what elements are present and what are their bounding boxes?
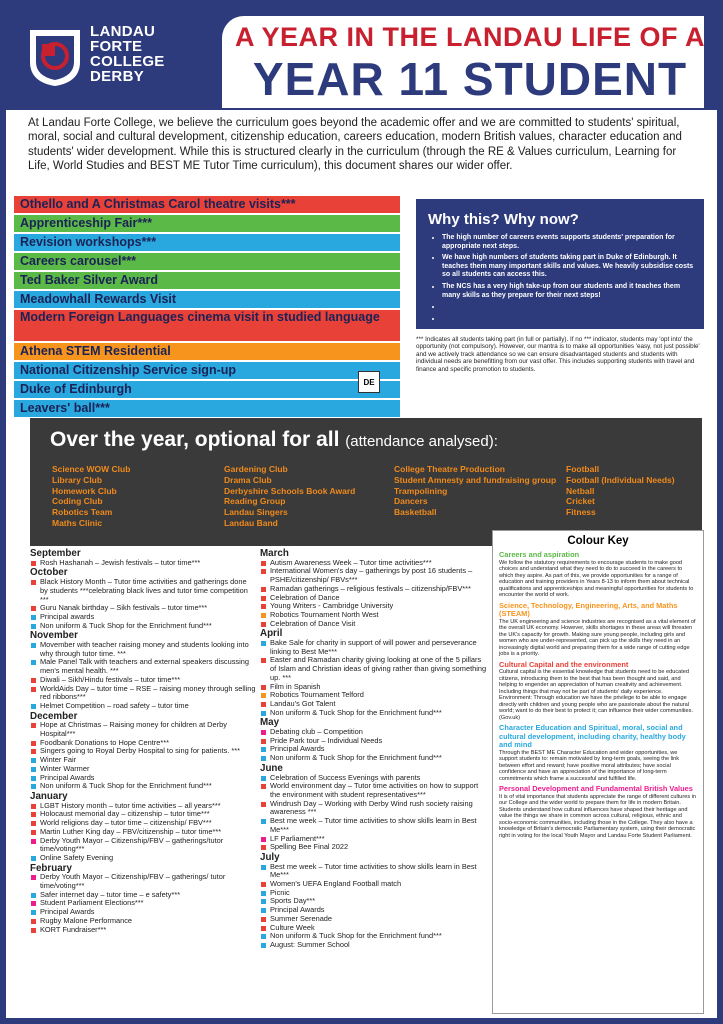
why-point: • The high number of careers events supports students' preparation for appropriate next steps.: [442, 234, 694, 251]
optional-column: [566, 464, 696, 518]
month-heading: April: [260, 628, 283, 640]
event-item: KORT Fundraiser***: [30, 926, 256, 935]
colour-key-section: [499, 661, 697, 722]
event-item: Movember with teacher raising money and students looking into why through tutor time. ***: [30, 641, 256, 658]
event-item: Non uniform & Tuck Shop for the Enrichment fund***: [260, 932, 488, 941]
event-item: Robotics Tournament North West: [260, 611, 488, 620]
event-item: Male Panel Talk with teachers and external speakers discussing men's mental health. ***: [30, 658, 256, 675]
event-item: World religions day – tutor time – citizenship/ FBV***: [30, 819, 256, 828]
event-item: Non uniform & Tuck Shop for the Enrichment fund***: [30, 782, 256, 791]
event-item: Bake Sale for charity in support of will power and perseverance linking to Best Me***: [260, 639, 488, 656]
colour-key-text: We follow the statutory requirements to encourage students to make good choices and understand what they need to do to succeed in the careers to which they aspire. As part of this, we provide opportunities for a range of education and training providers in Years 8-13 to inform them about technical qualifications and apprenticeships and meaningful opportunities for students to encounter the world of work.: [499, 559, 694, 598]
activity-band: Athena STEM Residential: [14, 343, 400, 360]
event-item: Best me week – Tutor time activities to show skills learn in Best Me***: [260, 863, 488, 880]
activity-band: Revision workshops***: [14, 234, 400, 251]
optional-activity: Science WOW Club: [52, 464, 131, 474]
event-item: Principal Awards: [260, 745, 488, 754]
activity-band: Othello and A Christmas Carol theatre visits***: [14, 196, 400, 213]
events-column-right: [260, 548, 488, 950]
optional-activity: Basketball: [394, 507, 437, 518]
why-title: Why this? Why now?: [428, 211, 579, 228]
event-item: Women's UEFA England Football match: [260, 880, 488, 889]
college-name: [90, 24, 165, 84]
optional-activity: Derbyshire Schools Book Award: [224, 485, 356, 496]
optional-activity: Homework Club: [52, 485, 117, 496]
duke-of-edinburgh-badge: DE: [358, 371, 380, 393]
optional-title-main: Over the year, optional for all: [50, 428, 340, 451]
event-item: World environment day – Tutor time activities on how to support the environment with student representatives***: [260, 782, 488, 799]
activity-band: National Citizenship Service sign-up: [14, 362, 400, 379]
colour-key-section: [499, 724, 697, 782]
event-item: Singers going to Royal Derby Hospital to sing for patients. ***: [30, 747, 256, 756]
event-item: Celebration of Dance: [260, 594, 488, 603]
optional-activity: Football: [566, 464, 600, 474]
event-item: Hope at Christmas – Raising money for children at Derby Hospital***: [30, 721, 256, 738]
activity-band: Apprenticeship Fair***: [14, 215, 400, 232]
college-logo: [28, 28, 82, 88]
optional-activities-panel: [30, 418, 702, 546]
optional-activity: Football (Individual Needs): [566, 474, 675, 485]
event-item: Young Writers - Cambridge University: [260, 602, 488, 611]
event-item: Sports Day***: [260, 897, 488, 906]
event-item: Principal Awards: [260, 906, 488, 915]
event-item: WorldAids Day – tutor time – RSE – raising money through selling red ribbons***: [30, 685, 256, 702]
activity-band: Leavers' ball***: [14, 400, 400, 417]
month-heading: October: [30, 567, 68, 579]
colour-key-heading: Science, Technology, Engineering, Arts, and Maths (STEAM): [499, 600, 678, 618]
optional-activity: Coding Club: [52, 496, 103, 507]
optional-activity: Landau Singers: [224, 507, 288, 518]
event-item: Winter Warmer: [30, 765, 256, 774]
month-heading: November: [30, 630, 78, 642]
colour-key-panel: [492, 530, 704, 1014]
event-item: Culture Week: [260, 924, 488, 933]
colour-key-section: [499, 602, 697, 658]
optional-activity: Library Club: [52, 474, 103, 485]
colour-key-heading: Careers and aspiration: [499, 550, 580, 559]
event-item: August: Summer School: [260, 941, 488, 950]
month-heading: January: [30, 790, 68, 802]
title-panel: [222, 16, 704, 108]
event-item: LGBT History month – tutor time activities – all years***: [30, 802, 256, 811]
header: [6, 6, 717, 110]
optional-activity: Robotics Team: [52, 507, 113, 518]
event-item: Autism Awareness Week – Tutor time activities***: [260, 559, 488, 568]
why-list: [428, 234, 694, 323]
event-item: Principal Awards: [30, 774, 256, 783]
month-heading: September: [30, 548, 81, 559]
optional-column: [394, 464, 564, 518]
colour-key-text: Through the BEST ME Character Education and wider opportunities, we support students to: remain motivated by long-term goals, seeing the link between effort and reward; have positive moral attributes; have social confidence and have an appreciation of the importance of long-term commitments which frame a successful and fulfilled life.: [499, 749, 680, 782]
optional-activity: Gardening Club: [224, 464, 288, 474]
why-point: • The NCS has a very high take-up from our students and it teaches them many skills as they prepare for their next steps!: [442, 283, 694, 300]
colour-key-heading: Cultural Capital and the environment: [499, 659, 629, 669]
month-heading: March: [260, 548, 289, 559]
optional-column: [52, 464, 212, 529]
event-item: Winter Fair: [30, 756, 256, 765]
optional-activity: Trampolining: [394, 485, 448, 496]
optional-title-sub: (attendance analysed):: [345, 433, 498, 450]
event-item: Martin Luther King day – FBV/citizenship – tutor time***: [30, 828, 256, 837]
event-item: Derby Youth Mayor – Citizenship/FBV – gatherings/tutor time/voting***: [30, 837, 256, 854]
event-item: Student Parliament Elections***: [30, 899, 256, 908]
event-item: Robotics Tournament Telford: [260, 691, 488, 700]
colour-key-text: The UK engineering and science industries are recognised as a vital element of the overall UK economy. However, skills shortages in these areas will threaten the UK's capacity for growth. Making sure young people, including girls and women who are under-represented, can pick up the skills they need in an increasingly digital world and preparing them for a wide range of cutting edge jobs is a priority.: [499, 618, 696, 657]
why-point: [442, 303, 694, 312]
event-item: Holocaust memorial day – citizenship – tutor time***: [30, 810, 256, 819]
event-item: Derby Youth Mayor – Citizenship/FBV – gatherings/ tutor time/voting***: [30, 873, 256, 890]
colour-key-text: Cultural capital is the essential knowledge that students need to be educated citizens, introducing them to the best that has been thought and said, and helping to engender an appreciation of human creativity and achievement. Including things that may not be part of students' daily experience. Environment: Through education we have the privilege to be able to engage directly with children and young people who are passionate about the natural world; want to do their best to protect it; can influence their wider communities. (Gov.uk): [499, 669, 694, 721]
event-item: Foodbank Donations to Hope Centre***: [30, 739, 256, 748]
event-item: LF Parliament***: [260, 835, 488, 844]
event-item: Debating club – Competition: [260, 728, 488, 737]
optional-activity: Netball: [566, 485, 595, 496]
intro-paragraph: At Landau Forte College, we believe the curriculum goes beyond the academic offer and we are committed to students' spiritual, moral, social and cultural development, citizenship education, careers education, modern British values, character education and students' wider development. While this is structured clearly in the curriculum (through the RE & Values curriculum, Learning for Life, World Studies and BEST ME Tutor Time curriculum), this document shares our wider offer.: [28, 117, 682, 173]
title-line-2: YEAR 11 STUDENT: [252, 53, 688, 105]
event-item: Rosh Hashanah – Jewish festivals – tutor time***: [30, 559, 256, 568]
colour-key-sections: [499, 551, 697, 839]
optional-activity: Dancers: [394, 496, 428, 507]
optional-activity: Fitness: [566, 507, 596, 518]
activity-band: Modern Foreign Languages cinema visit in studied language: [14, 310, 400, 341]
event-item: Rugby Malone Performance: [30, 917, 256, 926]
event-item: Safer internet day – tutor time – e safety***: [30, 891, 256, 900]
event-item: Non uniform & Tuck Shop for the Enrichment fund***: [260, 709, 488, 718]
title-line-1: A YEAR IN THE LANDAU LIFE OF A: [234, 22, 705, 52]
colour-key-heading: Character Education and Spiritual, moral, social and cultural development, including charity, healthy body and mind: [499, 723, 686, 749]
event-item: Spelling Bee Final 2022: [260, 843, 488, 852]
activity-band: Meadowhall Rewards Visit: [14, 291, 400, 308]
event-item: Ramadan gatherings – religious festivals – citizenship/FBV***: [260, 585, 488, 594]
poster: [6, 6, 717, 1018]
optional-activity: Reading Group: [224, 496, 286, 507]
colour-key-text: It is of vital importance that students appreciate the range of different cultures in our College and the wider world to prepare them for life in modern Britain. Students understand how cultural influences have shaped their heritage and value the things we share in common across cultural, religious, ethnic and socio-economic communities, including those in the College. They also have a knowledge of Britain's democratic Parliamentary system, using their democratic right in voting for the local Youth Mayor and Landau Forte Student Parliament.: [499, 793, 697, 839]
event-item: Landau's Got Talent: [260, 700, 488, 709]
optional-column: [224, 464, 394, 529]
event-item: Principal Awards: [30, 908, 256, 917]
event-item: Helmet Competition – road safety – tutor time: [30, 702, 256, 711]
optional-title: [50, 428, 498, 452]
optional-activity: College Theatre Production: [394, 464, 505, 474]
event-item: Principal awards: [30, 613, 256, 622]
event-item: Diwali – Sikh/Hindu festivals – tutor time***: [30, 676, 256, 685]
event-item: Pride Park tour – Individual Needs: [260, 737, 488, 746]
event-item: Online Safety Evening: [30, 854, 256, 863]
event-item: Non uniform & Tuck Shop for the Enrichment fund***: [30, 622, 256, 631]
optional-activity: Drama Club: [224, 474, 272, 485]
event-item: Film in Spanish: [260, 683, 488, 692]
event-item: Easter and Ramadan charity giving looking at one of the 5 pillars of Islam and Christian ideas of giving rather than giving something up. ***: [260, 656, 488, 682]
optional-activity: Maths Clinic: [52, 517, 103, 528]
optional-activity: Landau Band: [224, 517, 278, 528]
logo-line: COLLEGE: [90, 53, 165, 70]
event-item: Celebration of Success Evenings with parents: [260, 774, 488, 783]
optional-activity: Student Amnesty and fundraising group: [394, 474, 557, 485]
event-item: Black History Month – Tutor time activities and gatherings done by students ***celebrating black lives and tutor time competition ***: [30, 578, 256, 604]
activity-band: Ted Baker Silver Award: [14, 272, 400, 289]
colour-key-section: [499, 785, 697, 839]
logo-line: FORTE: [90, 38, 143, 55]
optional-activity: Cricket: [566, 496, 595, 507]
event-item: Windrush Day – Working with Derby Wind rush society raising awareness ***: [260, 800, 488, 817]
activity-band: Duke of Edinburgh: [14, 381, 400, 398]
why-footnote: *** Indicates all students taking part (in full or partially). If no *** indicator, students may 'opt into' the opportunity (not compulsory). However, our mantra is to make all opportunities 'easy, not just possible' and we actively track attendance so we can ensure disadvantaged students and students with individual needs are benefitting from our vast offer. This includes supporting students with travel and finance and specific promotion to students.: [416, 336, 700, 373]
colour-key-title: Colour Key: [567, 535, 629, 547]
event-item: Non uniform & Tuck Shop for the Enrichment fund***: [260, 754, 488, 763]
why-point: • We have high numbers of students taking part in Duke of Edinburgh. It teaches them many important skills and values. We heavily subsidise costs so all students can access this.: [442, 254, 694, 280]
event-item: Summer Serenade: [260, 915, 488, 924]
why-panel: [416, 199, 704, 329]
colour-key-heading: Personal Development and Fundamental British Values: [499, 784, 693, 793]
why-point: [442, 315, 694, 324]
month-heading: June: [260, 762, 283, 774]
month-heading: May: [260, 717, 280, 729]
event-item: Picnic: [260, 889, 488, 898]
activity-band: Careers carousel***: [14, 253, 400, 270]
events-column-left: [30, 548, 256, 934]
logo-line: LANDAU: [90, 23, 156, 40]
colour-key-section: [499, 551, 697, 599]
event-item: Guru Nanak birthday – Sikh festivals – tutor time***: [30, 604, 256, 613]
logo-line: DERBY: [90, 68, 145, 85]
activity-bands: [14, 196, 400, 419]
month-heading: July: [260, 851, 280, 863]
month-heading: February: [30, 862, 72, 874]
event-item: Best me week – Tutor time activities to show skills learn in Best Me***: [260, 817, 488, 834]
event-item: Celebration of Dance Visit: [260, 620, 488, 629]
event-item: International Women's day – gatherings by post 16 students – PSHE/citizenship/ FBVs***: [260, 567, 488, 584]
month-heading: December: [30, 710, 78, 722]
